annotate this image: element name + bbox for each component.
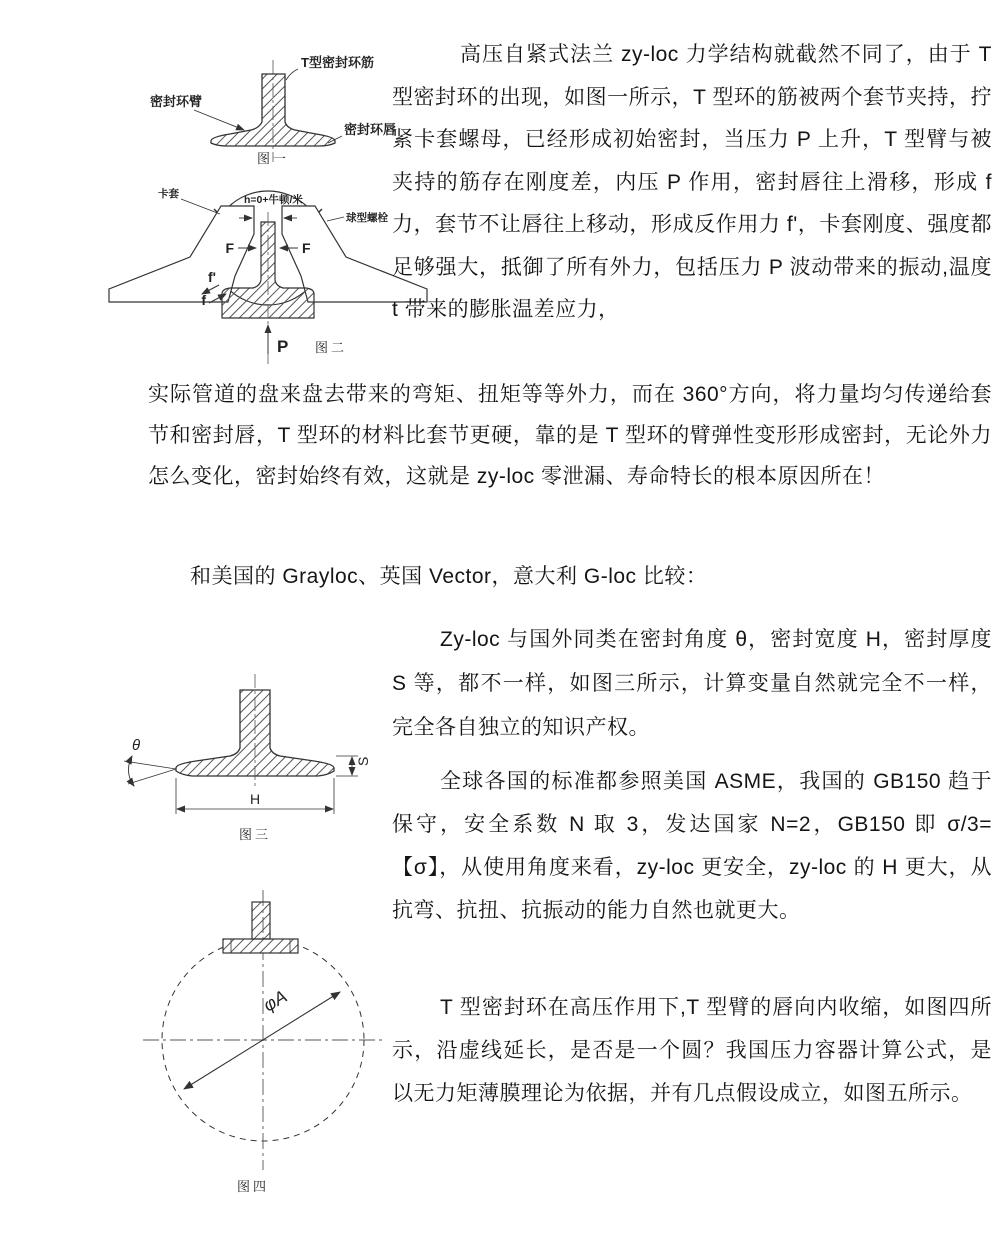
paragraph-mechanics-intro: 高压自紧式法兰 zy-loc 力学结构就截然不同了，由于 T 型密封环的出现，如图一所示，T 型环的筋被两个套节夹持，拧紧卡套螺母，已经形成初始密封，当压力 P 上升，T 型臂与被夹持的筋存在刚度差，内压 P 作用，密封唇往上滑移，形成 f 力，套节不让唇往上移动，形成反作用力 f'，卡套刚度、强度都足够强大，抵御了所有外力，包括压力 P 波动带来的振动,温度 t 带来的膨胀温差应力， bbox=[392, 43, 992, 321]
figure2-clamp-assembly-drawing bbox=[103, 172, 433, 372]
arm-label: 密封环臂 bbox=[150, 94, 203, 109]
t-ring-cross-section bbox=[223, 902, 298, 953]
force-label-right: F bbox=[302, 240, 311, 256]
rib-leader-line bbox=[286, 69, 298, 80]
figure1-t-seal-ring-drawing bbox=[128, 40, 428, 174]
bolt-leader-line bbox=[327, 217, 344, 221]
paragraph-standards: 全球各国的标准都参照美国 ASME，我国的 GB150 趋于保守，安全系数 N 取 3，发达国家 N=2，GB150 即 σ/3=【σ】，从使用角度来看，zy-loc 更安全，zy-loc 的 H 更大，从抗弯、抗扭、抗振动的能力自然也就更大。 bbox=[392, 770, 992, 922]
t-ring-cross-section bbox=[211, 74, 335, 146]
paragraph-comparison-heading: 和美国的 Grayloc、英国 Vector，意大利 G-loc 比较： bbox=[190, 565, 708, 588]
angle-arc bbox=[128, 756, 134, 786]
friction-force-label: f bbox=[201, 292, 206, 308]
angle-label: θ bbox=[132, 737, 141, 754]
paragraph-seal-parameters: Zy-loc 与国外同类在密封角度 θ，密封宽度 H，密封厚度 S 等，都不一样，如图三所示，计算变量自然就完全不一样，完全各自独立的知识产权。 bbox=[392, 628, 992, 739]
clamp-label: 卡套 bbox=[158, 188, 179, 200]
clamp-leader-line bbox=[181, 199, 220, 214]
gap-label: h=0+牛顿/米 bbox=[244, 194, 303, 206]
paragraph-lip-contraction: T 型密封环在高压作用下,T 型臂的唇向内收缩，如图四所示，沿虚线延长，是否是一个圆？我国压力容器计算公式，是以无力矩薄膜理论为依据，并有几点假设成立，如图五所示。 bbox=[392, 996, 992, 1105]
figure1-caption: 图一 bbox=[256, 151, 290, 166]
arm-leader-line bbox=[194, 110, 244, 130]
rib-label: T型密封环筋 bbox=[301, 55, 374, 70]
width-label: H bbox=[249, 791, 261, 807]
angle-construction-lines bbox=[124, 761, 176, 784]
lip-label: 密封环唇 bbox=[344, 122, 397, 137]
figure3-caption: 图三 bbox=[238, 827, 272, 842]
bolt-label: 球型螺栓 bbox=[346, 212, 388, 224]
diameter-label: φA bbox=[259, 986, 291, 1016]
paragraph-external-forces: 实际管道的盘来盘去带来的弯矩、扭矩等等外力，而在 360°方向，将力量均匀传递给套节和密封唇，T 型环的材料比套节更硬，靠的是 T 型环的臂弹性变形形成密封，无论外力怎么变化，密封始终有效，这就是 zy-loc 零泄漏、寿命特长的根本原因所在！ bbox=[148, 383, 992, 488]
diameter-arrow bbox=[184, 992, 340, 1089]
figure3-t-section-dimensions-drawing bbox=[108, 662, 408, 847]
figure4-caption: 图四 bbox=[236, 1179, 270, 1194]
pressure-label: P bbox=[277, 337, 289, 356]
reaction-force-label: f' bbox=[208, 269, 216, 285]
t-ring-cross-section bbox=[176, 690, 334, 776]
figure2-caption: 图二 bbox=[315, 340, 348, 355]
force-label-left: F bbox=[225, 240, 234, 256]
figure4-lip-circle-drawing bbox=[108, 882, 408, 1204]
thickness-label: S bbox=[355, 756, 371, 766]
